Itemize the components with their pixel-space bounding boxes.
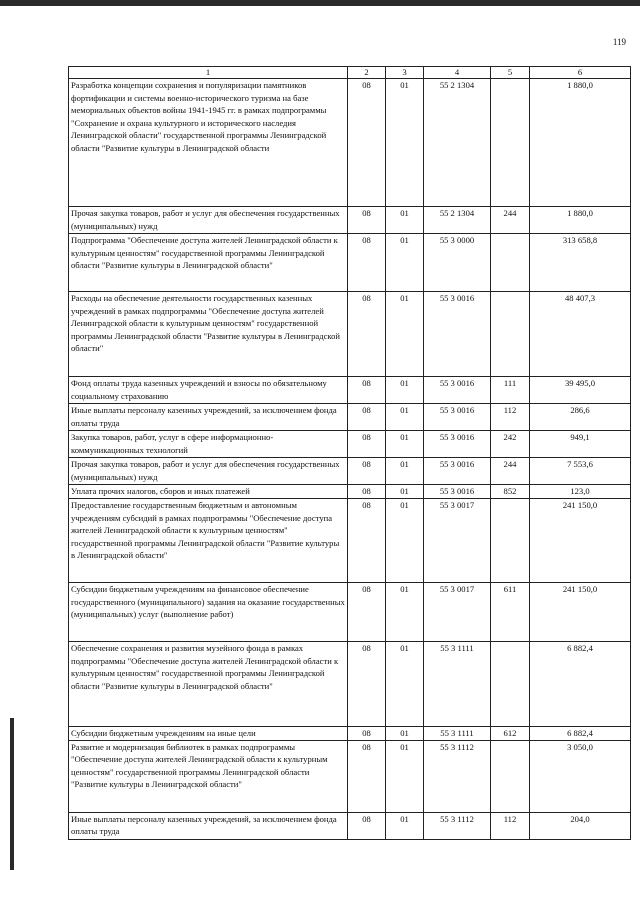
row-target-article-cell: 55 3 0016: [424, 485, 491, 499]
row-amount-cell: 286,6: [530, 404, 631, 431]
row-target-article-cell: 55 2 1304: [424, 79, 491, 207]
row-target-article-cell: 55 3 0016: [424, 458, 491, 485]
row-name-cell: Развитие и модернизация библиотек в рамках подпрограммы "Обеспечение доступа жителей Ленинградской области к культурным ценностям" государственной программы Ленинградской области "Развитие культуры в Ленинградской области": [69, 740, 348, 812]
row-expense-type-cell: 852: [491, 485, 530, 499]
row-target-article-cell: 55 3 1111: [424, 642, 491, 727]
row-section-cell: 08: [348, 458, 386, 485]
row-amount-cell: 204,0: [530, 812, 631, 839]
row-amount-cell: 48 407,3: [530, 292, 631, 377]
row-expense-type-cell: 612: [491, 727, 530, 741]
row-amount-cell: 1 880,0: [530, 207, 631, 234]
page-number: 119: [612, 37, 626, 47]
table-row: [69, 404, 631, 431]
table-row: [69, 485, 631, 499]
row-name-cell: Подпрограмма "Обеспечение доступа жителей Ленинградской области к культурным ценностям" государственной программы Ленинградской области "Развитие культуры в Ленинградской области": [69, 234, 348, 292]
row-amount-cell: 1 880,0: [530, 79, 631, 207]
row-subsection-cell: 01: [386, 727, 424, 741]
row-amount-cell: 7 553,6: [530, 458, 631, 485]
table-row: [69, 499, 631, 583]
row-subsection-cell: 01: [386, 583, 424, 642]
row-expense-type-cell: 242: [491, 431, 530, 458]
row-name-cell: Уплата прочих налогов, сборов и иных платежей: [69, 485, 348, 499]
row-amount-cell: 6 882,4: [530, 727, 631, 741]
row-expense-type-cell: [491, 234, 530, 292]
row-amount-cell: 6 882,4: [530, 642, 631, 727]
row-target-article-cell: 55 3 1112: [424, 740, 491, 812]
table-row: [69, 458, 631, 485]
row-section-cell: 08: [348, 642, 386, 727]
table-row: [69, 79, 631, 207]
row-target-article-cell: 55 3 0017: [424, 583, 491, 642]
row-target-article-cell: 55 3 0016: [424, 292, 491, 377]
row-name-cell: Предоставление государственным бюджетным и автономным учреждениям субсидий в рамках подпрограммы "Обеспечение доступа жителей Ленинградской области к культурным ценностям" государственной программы Ленинградской области "Развитие культуры в Ленинградской области": [69, 499, 348, 583]
row-subsection-cell: 01: [386, 740, 424, 812]
row-section-cell: 08: [348, 377, 386, 404]
row-name-cell: Прочая закупка товаров, работ и услуг для обеспечения государственных (муниципальных) нужд: [69, 207, 348, 234]
row-name-cell: Субсидии бюджетным учреждениям на финансовое обеспечение государственного (муниципального) задания на оказание государственных (муниципальных) услуг (выполнение работ): [69, 583, 348, 642]
row-target-article-cell: 55 3 1112: [424, 812, 491, 839]
row-target-article-cell: 55 3 1111: [424, 727, 491, 741]
row-target-article-cell: 55 3 0016: [424, 404, 491, 431]
row-subsection-cell: 01: [386, 377, 424, 404]
row-section-cell: 08: [348, 727, 386, 741]
row-target-article-cell: 55 3 0000: [424, 234, 491, 292]
row-expense-type-cell: [491, 642, 530, 727]
row-amount-cell: 241 150,0: [530, 499, 631, 583]
column-header: 1: [69, 67, 348, 79]
row-section-cell: 08: [348, 292, 386, 377]
row-amount-cell: 123,0: [530, 485, 631, 499]
row-section-cell: 08: [348, 404, 386, 431]
row-name-cell: Разработка концепции сохранения и популяризации памятников фортификации и системы военно-исторического туризма на базе мемориальных объектов войны 1941-1945 гг. в рамках подпрограммы "Сохранение и охрана культурного и исторического наследия Ленинградской области" государственной программы Ленинградской области "Развитие культуры в Ленинградской области: [69, 79, 348, 207]
row-name-cell: Закупка товаров, работ, услуг в сфере информационно-коммуникационных технологий: [69, 431, 348, 458]
row-subsection-cell: 01: [386, 499, 424, 583]
column-header: 4: [424, 67, 491, 79]
row-section-cell: 08: [348, 234, 386, 292]
row-expense-type-cell: [491, 79, 530, 207]
table-row: [69, 583, 631, 642]
row-expense-type-cell: 244: [491, 207, 530, 234]
row-target-article-cell: 55 3 0016: [424, 377, 491, 404]
row-name-cell: Расходы на обеспечение деятельности государственных казенных учреждений в рамках подпрограммы "Обеспечение доступа жителей Ленинградской области к культурным ценностям" государственной программы Ленинградской области "Развитие культуры в Ленинградской области": [69, 292, 348, 377]
row-section-cell: 08: [348, 499, 386, 583]
row-section-cell: 08: [348, 812, 386, 839]
table-row: [69, 727, 631, 741]
row-amount-cell: 241 150,0: [530, 583, 631, 642]
row-amount-cell: 3 050,0: [530, 740, 631, 812]
column-header: 6: [530, 67, 631, 79]
table-row: [69, 377, 631, 404]
column-header: 3: [386, 67, 424, 79]
table-row: [69, 812, 631, 839]
row-subsection-cell: 01: [386, 642, 424, 727]
top-scan-border: [0, 0, 640, 6]
row-subsection-cell: 01: [386, 431, 424, 458]
row-target-article-cell: 55 2 1304: [424, 207, 491, 234]
table-row: [69, 292, 631, 377]
table-header-row: [69, 67, 631, 79]
row-expense-type-cell: [491, 292, 530, 377]
table-row: [69, 431, 631, 458]
column-header: 2: [348, 67, 386, 79]
row-section-cell: 08: [348, 583, 386, 642]
row-subsection-cell: 01: [386, 404, 424, 431]
row-name-cell: Фонд оплаты труда казенных учреждений и взносы по обязательному социальному страхованию: [69, 377, 348, 404]
row-expense-type-cell: 611: [491, 583, 530, 642]
table-row: [69, 234, 631, 292]
row-section-cell: 08: [348, 740, 386, 812]
row-amount-cell: 313 658,8: [530, 234, 631, 292]
table-row: [69, 740, 631, 812]
table-row: [69, 207, 631, 234]
row-name-cell: Иные выплаты персоналу казенных учреждений, за исключением фонда оплаты труда: [69, 404, 348, 431]
row-expense-type-cell: 112: [491, 812, 530, 839]
row-subsection-cell: 01: [386, 234, 424, 292]
row-subsection-cell: 01: [386, 812, 424, 839]
budget-table: [68, 66, 631, 840]
row-expense-type-cell: 112: [491, 404, 530, 431]
row-amount-cell: 39 495,0: [530, 377, 631, 404]
row-target-article-cell: 55 3 0016: [424, 431, 491, 458]
row-subsection-cell: 01: [386, 79, 424, 207]
row-target-article-cell: 55 3 0017: [424, 499, 491, 583]
row-subsection-cell: 01: [386, 485, 424, 499]
row-amount-cell: 949,1: [530, 431, 631, 458]
row-section-cell: 08: [348, 431, 386, 458]
row-section-cell: 08: [348, 207, 386, 234]
row-expense-type-cell: [491, 499, 530, 583]
row-expense-type-cell: 111: [491, 377, 530, 404]
row-subsection-cell: 01: [386, 458, 424, 485]
row-subsection-cell: 01: [386, 292, 424, 377]
row-section-cell: 08: [348, 485, 386, 499]
row-name-cell: Обеспечение сохранения и развития музейного фонда в рамках подпрограммы "Обеспечение доступа жителей Ленинградской области к культурным ценностям" государственной программы Ленинградской области "Развитие культуры в Ленинградской области": [69, 642, 348, 727]
row-subsection-cell: 01: [386, 207, 424, 234]
row-expense-type-cell: 244: [491, 458, 530, 485]
table-row: [69, 642, 631, 727]
row-name-cell: Прочая закупка товаров, работ и услуг для обеспечения государственных (муниципальных) нужд: [69, 458, 348, 485]
row-expense-type-cell: [491, 740, 530, 812]
left-scan-mark: [10, 718, 14, 870]
column-header: 5: [491, 67, 530, 79]
row-name-cell: Субсидии бюджетным учреждениям на иные цели: [69, 727, 348, 741]
row-name-cell: Иные выплаты персоналу казенных учреждений, за исключением фонда оплаты труда: [69, 812, 348, 839]
row-section-cell: 08: [348, 79, 386, 207]
